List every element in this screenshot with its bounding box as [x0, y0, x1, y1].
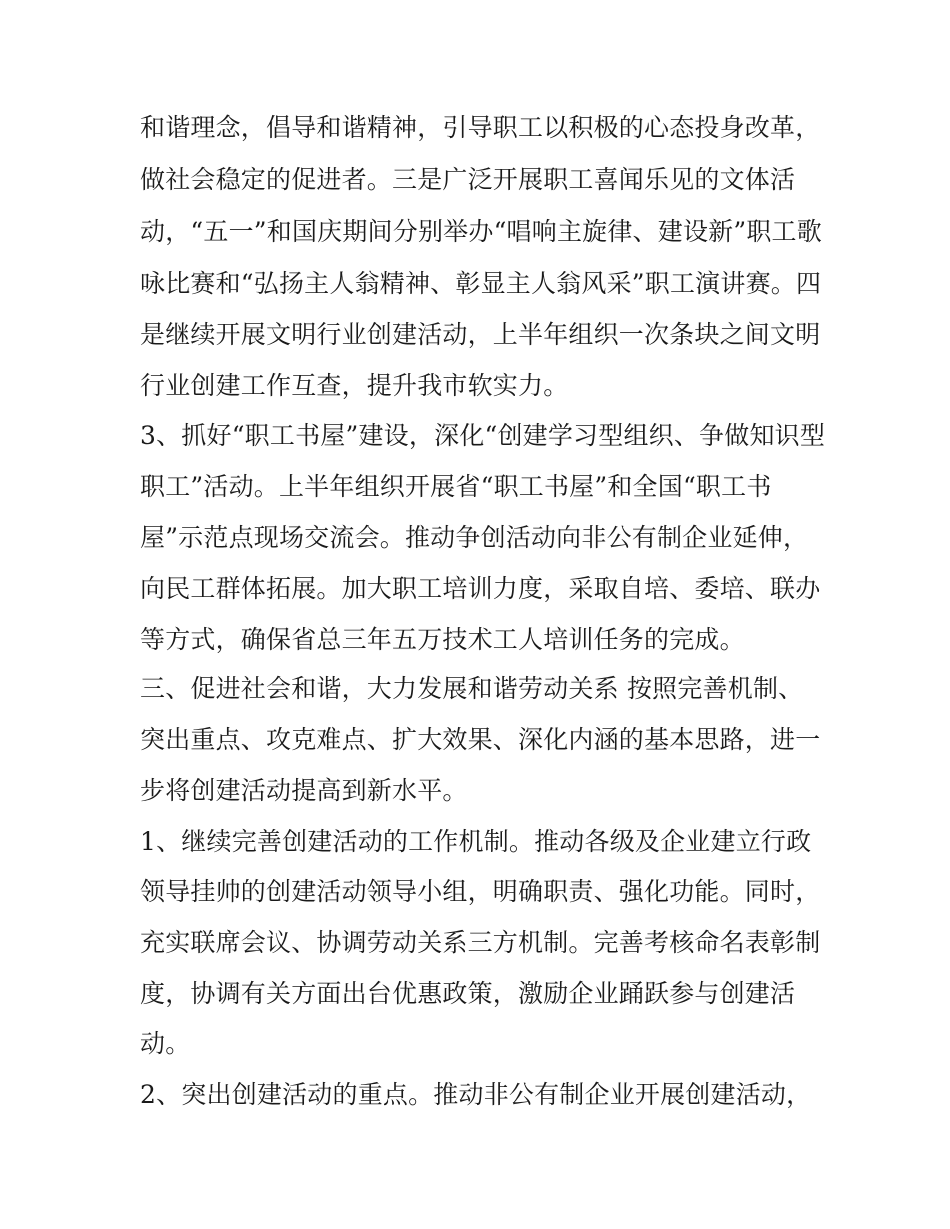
- text-line-8: 职工”活动。上半年组织开展省“职工书屋”和全国“职工书: [140, 472, 772, 501]
- text-line-9: 屋”示范点现场交流会。推动争创活动向非公有制企业延伸，: [140, 523, 809, 552]
- text-line-17: 充实联席会议、协调劳动关系三方机制。完善考核命名表彰制: [140, 928, 821, 957]
- text-line-4: 咏比赛和“弘扬主人翁精神、彰显主人翁风采”职工演讲赛。四: [140, 269, 822, 298]
- text-line-19: 动。: [140, 1029, 191, 1058]
- text-line-3: 动，“五一”和国庆期间分别举办“唱响主旋律、建设新”职工歌: [140, 217, 822, 246]
- text-line-20: 2、突出创建活动的重点。推动非公有制企业开展创建活动，: [140, 1080, 812, 1109]
- text-line-13: 突出重点、攻克难点、扩大效果、深化内涵的基本思路，进一: [140, 725, 821, 754]
- text-line-11: 等方式，确保省总三年五万技术工人培训任务的完成。: [140, 625, 745, 654]
- text-line-6: 行业创建工作互查，提升我市软实力。: [140, 371, 569, 400]
- text-line-7: 3、抓好“职工书屋”建设，深化“创建学习型组织、争做知识型: [140, 421, 826, 450]
- text-line-15: 1、继续完善创建活动的工作机制。推动各级及企业建立行政: [140, 827, 812, 856]
- text-line-16: 领导挂帅的创建活动领导小组，明确职责、强化功能。同时，: [140, 877, 821, 906]
- text-line-5: 是继续开展文明行业创建活动，上半年组织一次条块之间文明: [140, 320, 821, 349]
- text-line-12: 三、促进社会和谐，大力发展和谐劳动关系 按照完善机制、: [140, 674, 804, 703]
- text-line-18: 度，协调有关方面出台优惠政策，激励企业踊跃参与创建活: [140, 979, 796, 1008]
- text-line-10: 向民工群体拓展。加大职工培训力度，采取自培、委培、联办: [140, 574, 821, 603]
- text-line-2: 做社会稳定的促进者。三是广泛开展职工喜闻乐见的文体活: [140, 165, 796, 194]
- text-line-1: 和谐理念，倡导和谐精神，引导职工以积极的心态投身改革，: [140, 113, 821, 142]
- text-line-14: 步将创建活动提高到新水平。: [140, 776, 468, 805]
